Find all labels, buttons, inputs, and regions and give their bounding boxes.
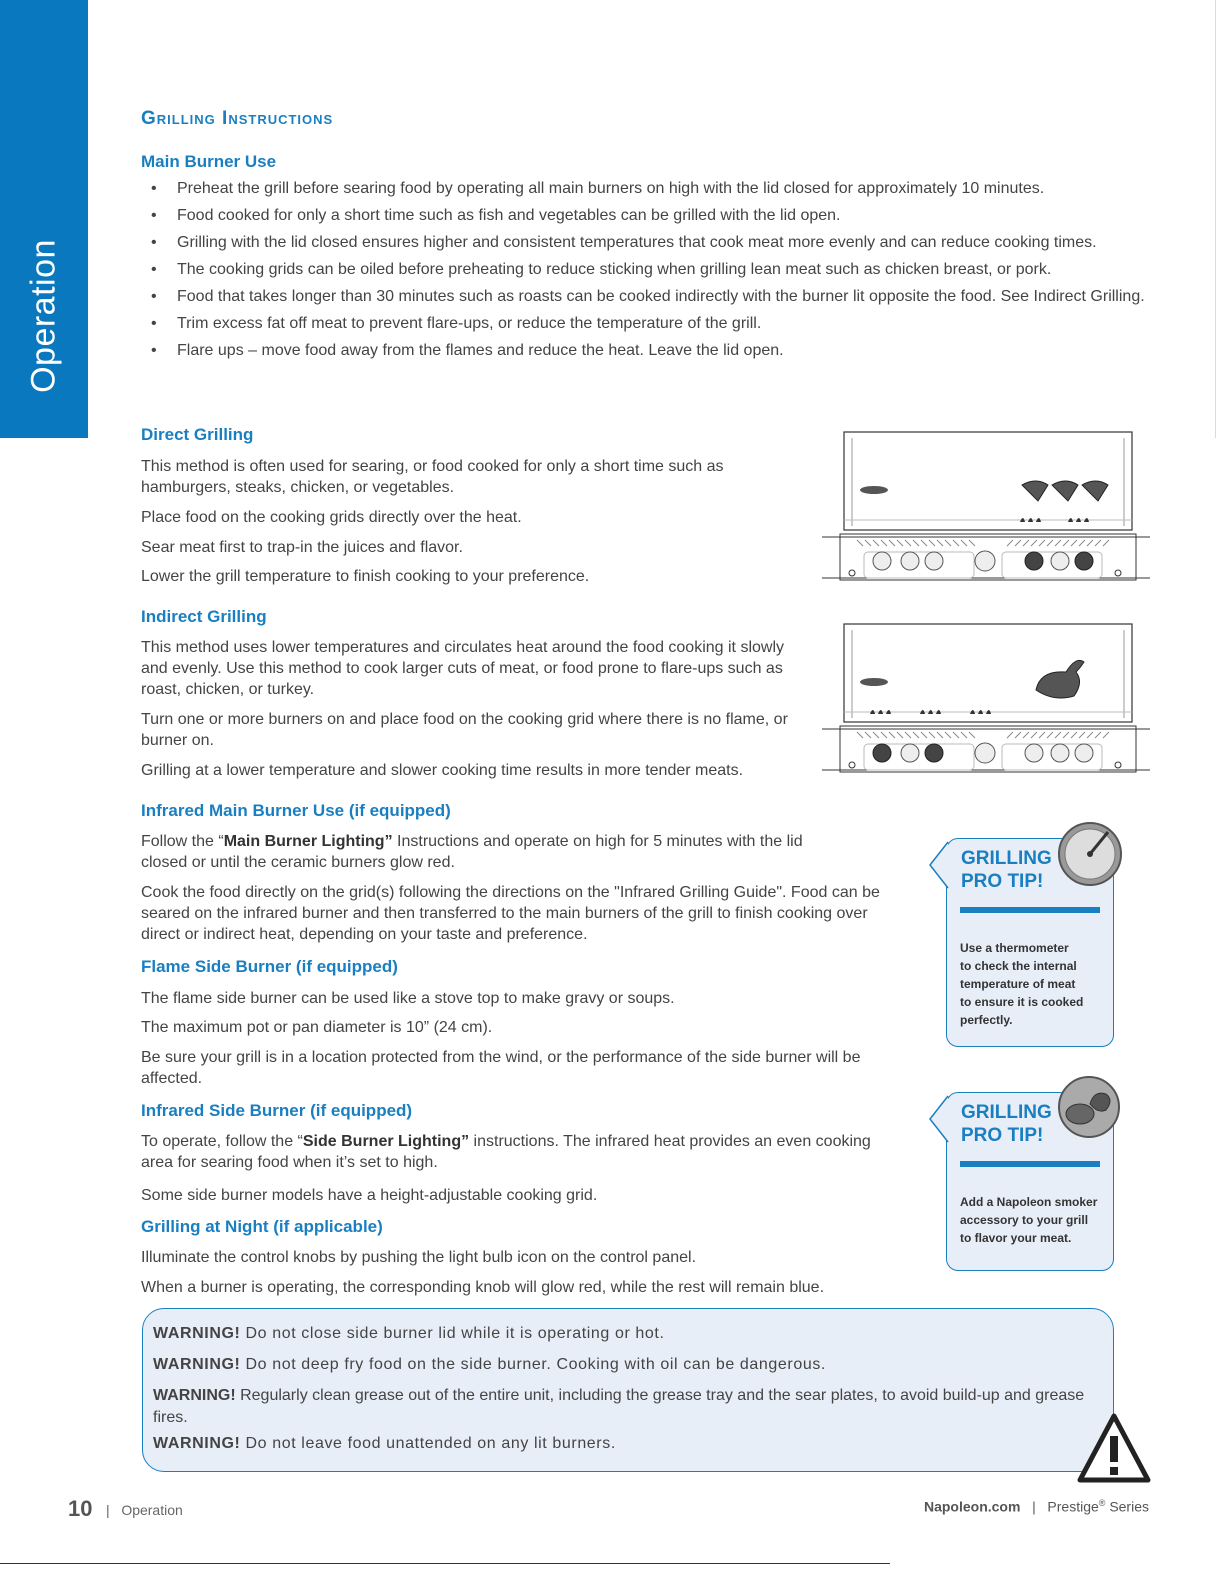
list-item: • Flare ups – move food away from the flames and reduce the heat. Leave the lid open. <box>151 342 784 359</box>
tip-body: Add a Napoleon smoker accessory to your grill to flavor your meat. <box>960 1195 1098 1245</box>
side-tab <box>0 0 88 438</box>
night-title: Grilling at Night (if applicable) <box>141 1217 383 1236</box>
indirect-p1: This method uses lower temperatures and circulates heat around the food cooking it slowly and evenly. Use this method to cook larger cuts of meat, or food prone to flare-ups such as roast, chicken, or turkey. <box>141 639 785 698</box>
list-item: • Food that takes longer than 30 minutes such as roasts can be cooked indirectly with the burner lit opposite the food. See Indirect Grilling. <box>151 288 1145 305</box>
warning-box <box>142 1308 1114 1472</box>
flame-side-p3: Be sure your grill is in a location protected from the wind, or the performance of the side burner will be affected. <box>141 1049 861 1087</box>
tip-pointer <box>928 1094 950 1144</box>
direct-p3: Sear meat first to trap-in the juices and flavor. <box>141 539 463 556</box>
tip-bar <box>960 1161 1100 1167</box>
tip-bar <box>960 907 1100 913</box>
edge-line <box>1215 0 1216 438</box>
direct-p1: This method is often used for searing, or food cooked for only a short time such as hamburgers, steaks, chicken, or vegetables. <box>141 458 724 496</box>
infrared-main-p1: Follow the “Main Burner Lighting” Instructions and operate on high for 5 minutes with the lid closed or until the ceramic burners glow red. <box>141 833 803 871</box>
flame-side-p1: The flame side burner can be used like a stove top to make gravy or soups. <box>141 990 675 1007</box>
direct-grilling-title: Direct Grilling <box>141 425 254 444</box>
night-p2: When a burner is operating, the corresponding knob will glow red, while the rest will remain blue. <box>141 1279 825 1296</box>
warning-1: WARNING! Do not close side burner lid while it is operating or hot. <box>153 1325 665 1342</box>
infrared-side-title: Infrared Side Burner (if equipped) <box>141 1101 413 1120</box>
indirect-grilling-title: Indirect Grilling <box>141 607 267 626</box>
list-item: • Preheat the grill before searing food by operating all main burners on high with the lid closed for approximately 10 minutes. <box>151 180 1045 197</box>
flame-side-title: Flame Side Burner (if equipped) <box>141 957 398 976</box>
warning-2: WARNING! Do not deep fry food on the side burner. Cooking with oil can be dangerous. <box>153 1356 826 1373</box>
bottom-rule <box>0 1563 890 1564</box>
footer-section: | Operation <box>106 1502 183 1518</box>
direct-grill-illustration <box>822 430 1150 590</box>
infrared-side-p1: To operate, follow the “Side Burner Lighting” instructions. The infrared heat provides an even cooking area for searing food when it’s set to high. <box>141 1133 871 1171</box>
list-item: • Grilling with the lid closed ensures higher and consistent temperatures that cook meat more evenly and can reduce cooking times. <box>151 234 1097 251</box>
flame-side-p2: The maximum pot or pan diameter is 10” (24 cm). <box>141 1019 493 1036</box>
smoker-icon <box>1056 1074 1122 1140</box>
tip-pointer <box>928 840 950 890</box>
thermometer-icon <box>1056 820 1124 888</box>
tip-title: GRILLING PRO TIP! <box>961 1102 1052 1146</box>
footer-brand: Napoleon.com | Prestige® Series <box>923 1498 1149 1515</box>
tip-body: Use a thermometer to check the internal temperature of meat to ensure it is cooked perfectly. <box>960 941 1084 1027</box>
indirect-p2: Turn one or more burners on and place food on the cooking grid where there is no flame, or burner on. <box>141 711 788 749</box>
main-burner-list <box>141 179 1151 368</box>
list-item: • The cooking grids can be oiled before preheating to reduce sticking when grilling lean meat such as chicken breast, or pork. <box>151 261 1052 278</box>
side-tab-label: Operation <box>24 239 63 393</box>
indirect-p3: Grilling at a lower temperature and slower cooking time results in more tender meats. <box>141 762 744 779</box>
list-item: • Trim excess fat off meat to prevent flare-ups, or reduce the temperature of the grill. <box>151 315 762 332</box>
direct-p4: Lower the grill temperature to finish cooking to your preference. <box>141 568 590 585</box>
tip-title: GRILLING PRO TIP! <box>961 848 1052 892</box>
night-p1: Illuminate the control knobs by pushing the light bulb icon on the control panel. <box>141 1249 697 1266</box>
warning-4: WARNING! Do not leave food unattended on any lit burners. <box>153 1435 616 1452</box>
infrared-main-p2: Cook the food directly on the grid(s) following the directions on the "Infrared Grilling Guide". Food can be seared on the infrared burner and then transferred to the main burners of the grill to finish cooking over direct or indirect heat, depending on your taste and preference. <box>141 884 880 943</box>
infrared-side-p2: Some side burner models have a height-adjustable cooking grid. <box>141 1187 598 1204</box>
indirect-grill-illustration <box>822 622 1150 782</box>
infrared-main-title: Infrared Main Burner Use (if equipped) <box>141 801 451 820</box>
main-burner-title: Main Burner Use <box>141 152 277 171</box>
direct-p2: Place food on the cooking grids directly over the heat. <box>141 509 522 526</box>
list-item: • Food cooked for only a short time such as fish and vegetables can be grilled with the lid open. <box>151 207 841 224</box>
page-number: 10 <box>68 1496 93 1521</box>
warning-3: WARNING! Regularly clean grease out of the entire unit, including the grease tray and the sear plates, to avoid build-up and grease fires. <box>153 1387 1085 1426</box>
warning-triangle-icon <box>1076 1412 1152 1486</box>
page-heading: Grilling Instructions <box>141 108 334 129</box>
